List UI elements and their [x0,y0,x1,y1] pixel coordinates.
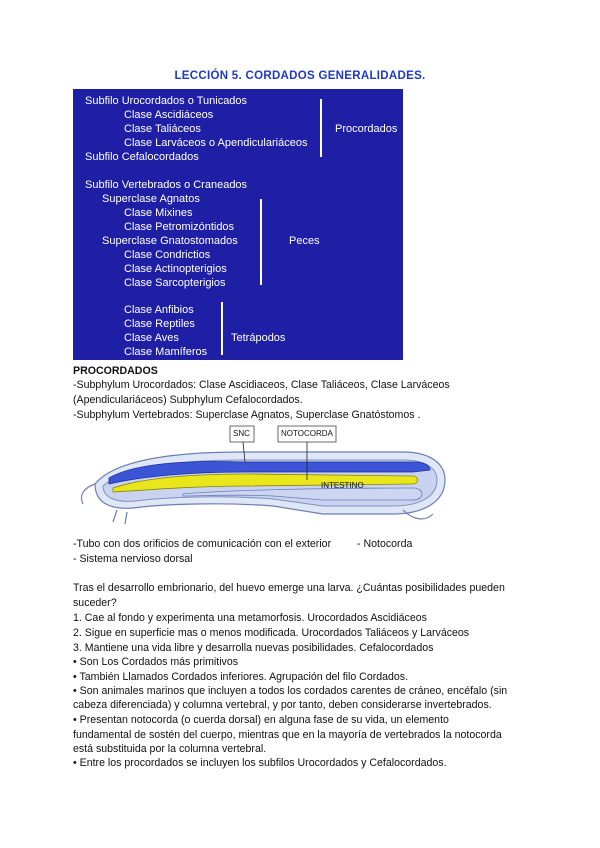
body-line-7: • También Llamados Cordados inferiores. Agrupación del filo Cordados. [73,671,409,683]
class-condrictios: Clase Condrictios [124,249,211,261]
classification-box [73,89,403,360]
body-line-6: • Son Los Cordados más primitivos [73,656,239,668]
class-mixines: Clase Mixines [124,207,193,219]
uro-subphylum: Subfilo Urocordados o Tunicados [85,95,248,107]
procordados-line-3: -Subphylum Vertebrados: Superclase Agnatos, Superclase Gnatóstomos . [73,409,421,421]
notocorda-label: NOTOCORDA [281,429,333,438]
class-larvaceos: Clase Larváceos o Apendiculariáceos [124,137,308,149]
peces-bracket [260,199,262,285]
procordados-heading: PROCORDADOS [73,365,158,377]
body-line-11: fundamental de sostén del cuerpo, mientras que en la mayoría de vertebrados la notocorda [73,729,502,741]
feature-notocorda: - Notocorda [357,538,413,550]
class-anfibios: Clase Anfibios [124,304,194,316]
body-line-1: Tras el desarrollo embrionario, del huevo emerge una larva. ¿Cuántas posibilidades pueden [73,582,505,594]
class-reptiles: Clase Reptiles [124,318,195,330]
body-line-3: 1. Cae al fondo y experimenta una metamorfosis. Urocordados Ascidiáceos [73,612,427,624]
feature-snc: - Sistema nervioso dorsal [73,553,193,565]
class-taliaceos: Clase Taliáceos [124,123,201,135]
peces-label: Peces [289,235,320,247]
feature-tubo: -Tubo con dos orificios de comunicación con el exterior [73,538,332,550]
vert-subphylum: Subfilo Vertebrados o Craneados [85,179,248,191]
larva-illustration [73,422,460,534]
superclass-agnatos: Superclase Agnatos [102,193,200,205]
class-mamiferos: Clase Mamíferos [124,346,208,358]
tetrapodos-bracket [221,302,223,355]
body-line-2: suceder? [73,597,117,609]
page-title: LECCIÓN 5. CORDADOS GENERALIDADES. [174,70,426,82]
class-sarcopterigios: Clase Sarcopterigios [124,277,226,289]
body-line-4: 2. Sigue en superficie mas o menos modificada. Urocordados Taliáceos y Larváceos [73,627,470,639]
class-petromizontidos: Clase Petromizóntidos [124,221,235,233]
procordados-bracket [320,99,322,157]
body-line-12: está substituida por la columna vertebral. [73,743,267,755]
class-actinopterigios: Clase Actinopterigios [124,263,227,275]
body-line-9: cabeza diferenciada) y columna vertebral, y por tanto, deben considerarse invertebrados. [73,699,492,711]
body-line-8: • Son animales marinos que incluyen a todos los cordados carentes de cráneo, encéfalo (sin [73,685,508,697]
chordate-larva-diagram [73,422,460,534]
class-ascidiaceos: Clase Ascidiáceos [124,109,214,121]
body-line-5: 3. Mantiene una vida libre y desarrolla nuevas posibilidades. Cefalocordados [73,642,434,654]
procordados-line-1: -Subphylum Urocordados: Clase Ascidiaceos, Clase Taliáceos, Clase Larváceos [73,379,450,391]
cefalo-subphylum: Subfilo Cefalocordados [85,151,199,163]
superclass-gnatostomados: Superclase Gnatostomados [102,235,238,247]
tetrapodos-label: Tetrápodos [231,332,286,344]
procordados-line-2: (Apendiculariáceos) Subphylum Cefalocordados. [73,394,303,406]
intestino-label: INTESTINO [321,481,364,490]
snc-label: SNC [233,429,250,438]
class-aves: Clase Aves [124,332,179,344]
body-line-13: • Entre los procordados se incluyen los subfilos Urocordados y Cefalocordados. [73,757,447,769]
body-line-10: • Presentan notocorda (o cuerda dorsal) en alguna fase de su vida, un elemento [73,714,449,726]
procordados-label: Procordados [335,123,398,135]
